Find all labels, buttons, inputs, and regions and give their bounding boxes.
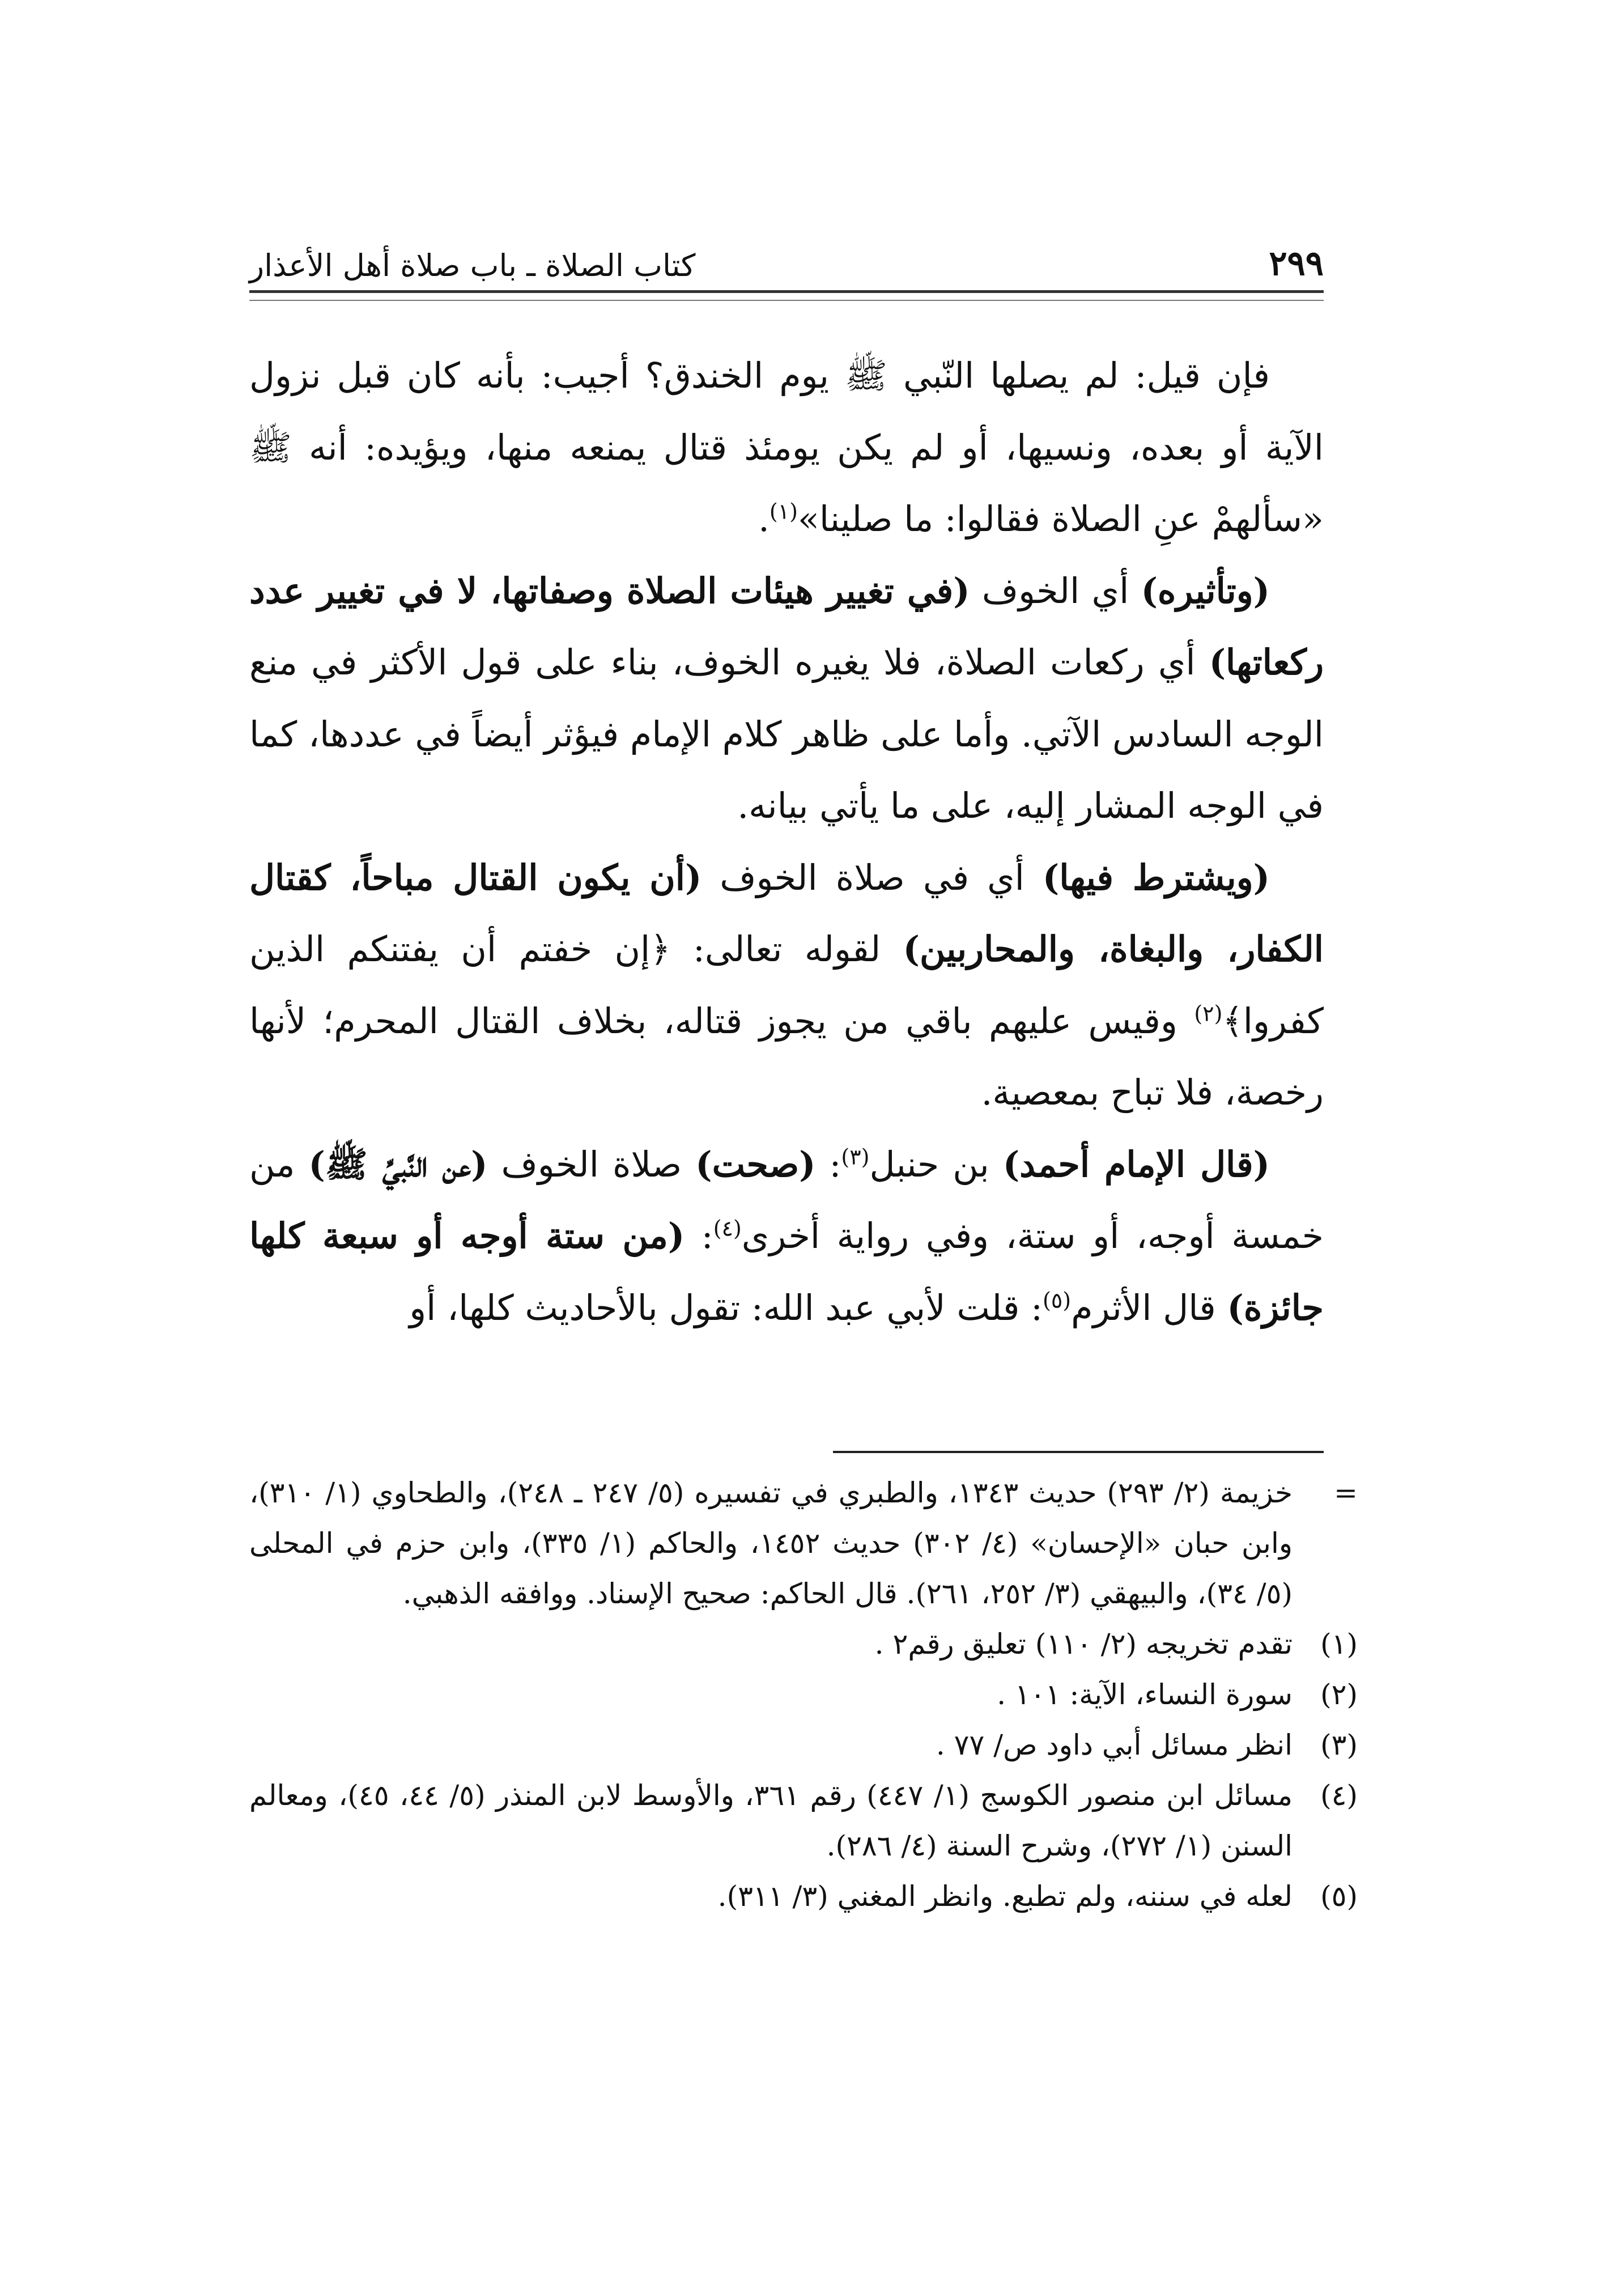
footnote-marker: (٢): [1320, 1678, 1358, 1711]
paragraph-text: أي ركعات الصلاة، فلا يغيره الخوف، بناء على قول الأكثر في منع الوجه السادس الآتي. وأما على ظاهر كلام الإمام فيؤثر أيضاً في عددها، كما في الوجه المشار إليه، على ما يأتي بيانه.: [249, 642, 1324, 826]
paragraph-text: : قلت لأبي عبد الله: تقول بالأحاديث كلها، أو: [409, 1286, 1043, 1328]
header-rule: [249, 290, 1324, 301]
running-header: [249, 221, 1324, 283]
matn-bold-text: (وتأثيره): [1141, 570, 1270, 612]
footnote-4: [249, 1770, 1358, 1871]
footnotes: [249, 1468, 1358, 1922]
matn-bold-text: (قال الإمام أحمد): [1002, 1143, 1270, 1185]
matn-bold-text: (عن النَّبيِّ ﷺ): [308, 1143, 488, 1185]
footnote-ref: (٤): [713, 1216, 742, 1241]
paragraph-text: لقوله تعالى: ﴿إن خفتم أن يفتنكم الذين كفروا﴾: [249, 928, 1324, 1042]
paragraph-text: أي في صلاة الخوف: [702, 856, 1043, 898]
footnote-marker: (٥): [1320, 1880, 1358, 1913]
paragraph-text: من خمسة أوجه، أو ستة، وفي رواية أخرى: [249, 1143, 1324, 1256]
footnote-marker: (٣): [1320, 1729, 1358, 1761]
footnote-text: لعله في سننه، ولم تطبع. وانظر المغني (٣/ ٣١١).: [717, 1880, 1293, 1913]
paragraph-text: :: [685, 1215, 713, 1256]
footnote-separator: [833, 1451, 1324, 1453]
paragraph-4: [249, 1129, 1324, 1344]
main-text: [249, 340, 1324, 1344]
paragraph-1: [249, 340, 1324, 555]
footnote-2: [249, 1670, 1358, 1720]
footnote-ref: (٢): [1194, 1000, 1223, 1026]
matn-bold-text: (أن يكون القتال مباحاً، كقتال الكفار، والبغاة، والمحاربين): [249, 856, 1324, 970]
paragraph-text: فإن قيل: لم يصلها النّبي ﷺ يوم الخندق؟ أجيب: بأنه كان قبل نزول الآية أو بعده، ونسيها، أو لم يكن يومئذ قتال يمنعه منها، ويؤيده: أنه ﷺ «سألهمْ عنِ الصلاة فقالوا: ما صلينا»: [249, 355, 1324, 540]
paragraph-text: قال الأثرم: [1071, 1286, 1227, 1328]
footnote-3: [249, 1720, 1358, 1770]
footnote-marker: =: [1334, 1476, 1358, 1509]
paragraph-text: أي الخوف: [970, 570, 1141, 612]
page-number: ٢٩٩: [1269, 244, 1324, 283]
footnote-5: [249, 1871, 1358, 1922]
matn-bold-text: (في تغيير هيئات الصلاة وصفاتها، لا في تغيير عدد ركعاتها): [249, 570, 1324, 683]
paragraph-text: :: [815, 1143, 841, 1185]
footnote-continuation: [249, 1468, 1358, 1619]
paragraph-text: .: [758, 498, 770, 540]
footnote-ref: (٥): [1042, 1287, 1072, 1313]
paragraph-text: وقيس عليهم باقي من يجوز قتاله، بخلاف القتال المحرم؛ لأنها رخصة، فلا تباح بمعصية.: [249, 1000, 1324, 1113]
footnote-marker: (٤): [1320, 1779, 1358, 1812]
paragraph-text: بن حنبل: [869, 1143, 1003, 1185]
footnote-text: مسائل ابن منصور الكوسج (١/ ٤٤٧) رقم ٣٦١، والأوسط لابن المنذر (٥/ ٤٤، ٤٥)، ومعالم السنن (١/ ٢٧٢)، وشرح السنة (٤/ ٢٨٦).: [249, 1779, 1293, 1862]
footnote-text: انظر مسائل أبي داود ص/ ٧٧ .: [936, 1729, 1293, 1761]
footnote-text: تقدم تخريجه (٢/ ١١٠) تعليق رقم٢ .: [874, 1628, 1293, 1661]
matn-bold-text: (من ستة أوجه أو سبعة كلها جائزة): [249, 1215, 1324, 1328]
footnote-1: [249, 1619, 1358, 1670]
running-title: كتاب الصلاة ـ باب صلاة أهل الأعذار: [249, 248, 696, 283]
matn-bold-text: (ويشترط فيها): [1042, 856, 1270, 898]
footnote-ref: (١): [769, 499, 798, 524]
paragraph-text: صلاة الخوف: [487, 1143, 696, 1185]
footnote-text: خزيمة (٢/ ٢٩٣) حديث ١٣٤٣، والطبري في تفسيره (٥/ ٢٤٧ ـ ٢٤٨)، والطحاوي (١/ ٣١٠)، وابن حبان «الإحسان» (٤/ ٣٠٢) حديث ١٤٥٢، والحاكم (١/ ٣٣٥)، وابن حزم في المحلى (٥/ ٣٤)، والبيهقي (٣/ ٢٥٢، ٢٦١). قال الحاكم: صحيح الإسناد. ووافقه الذهبي.: [249, 1476, 1293, 1610]
paragraph-2: [249, 555, 1324, 842]
footnote-marker: (١): [1320, 1628, 1358, 1661]
paragraph-3: [249, 842, 1324, 1129]
matn-bold-text: (صحت): [695, 1143, 816, 1185]
footnote-text: سورة النساء، الآية: ١٠١ .: [997, 1678, 1293, 1711]
footnote-ref: (٣): [841, 1144, 870, 1169]
